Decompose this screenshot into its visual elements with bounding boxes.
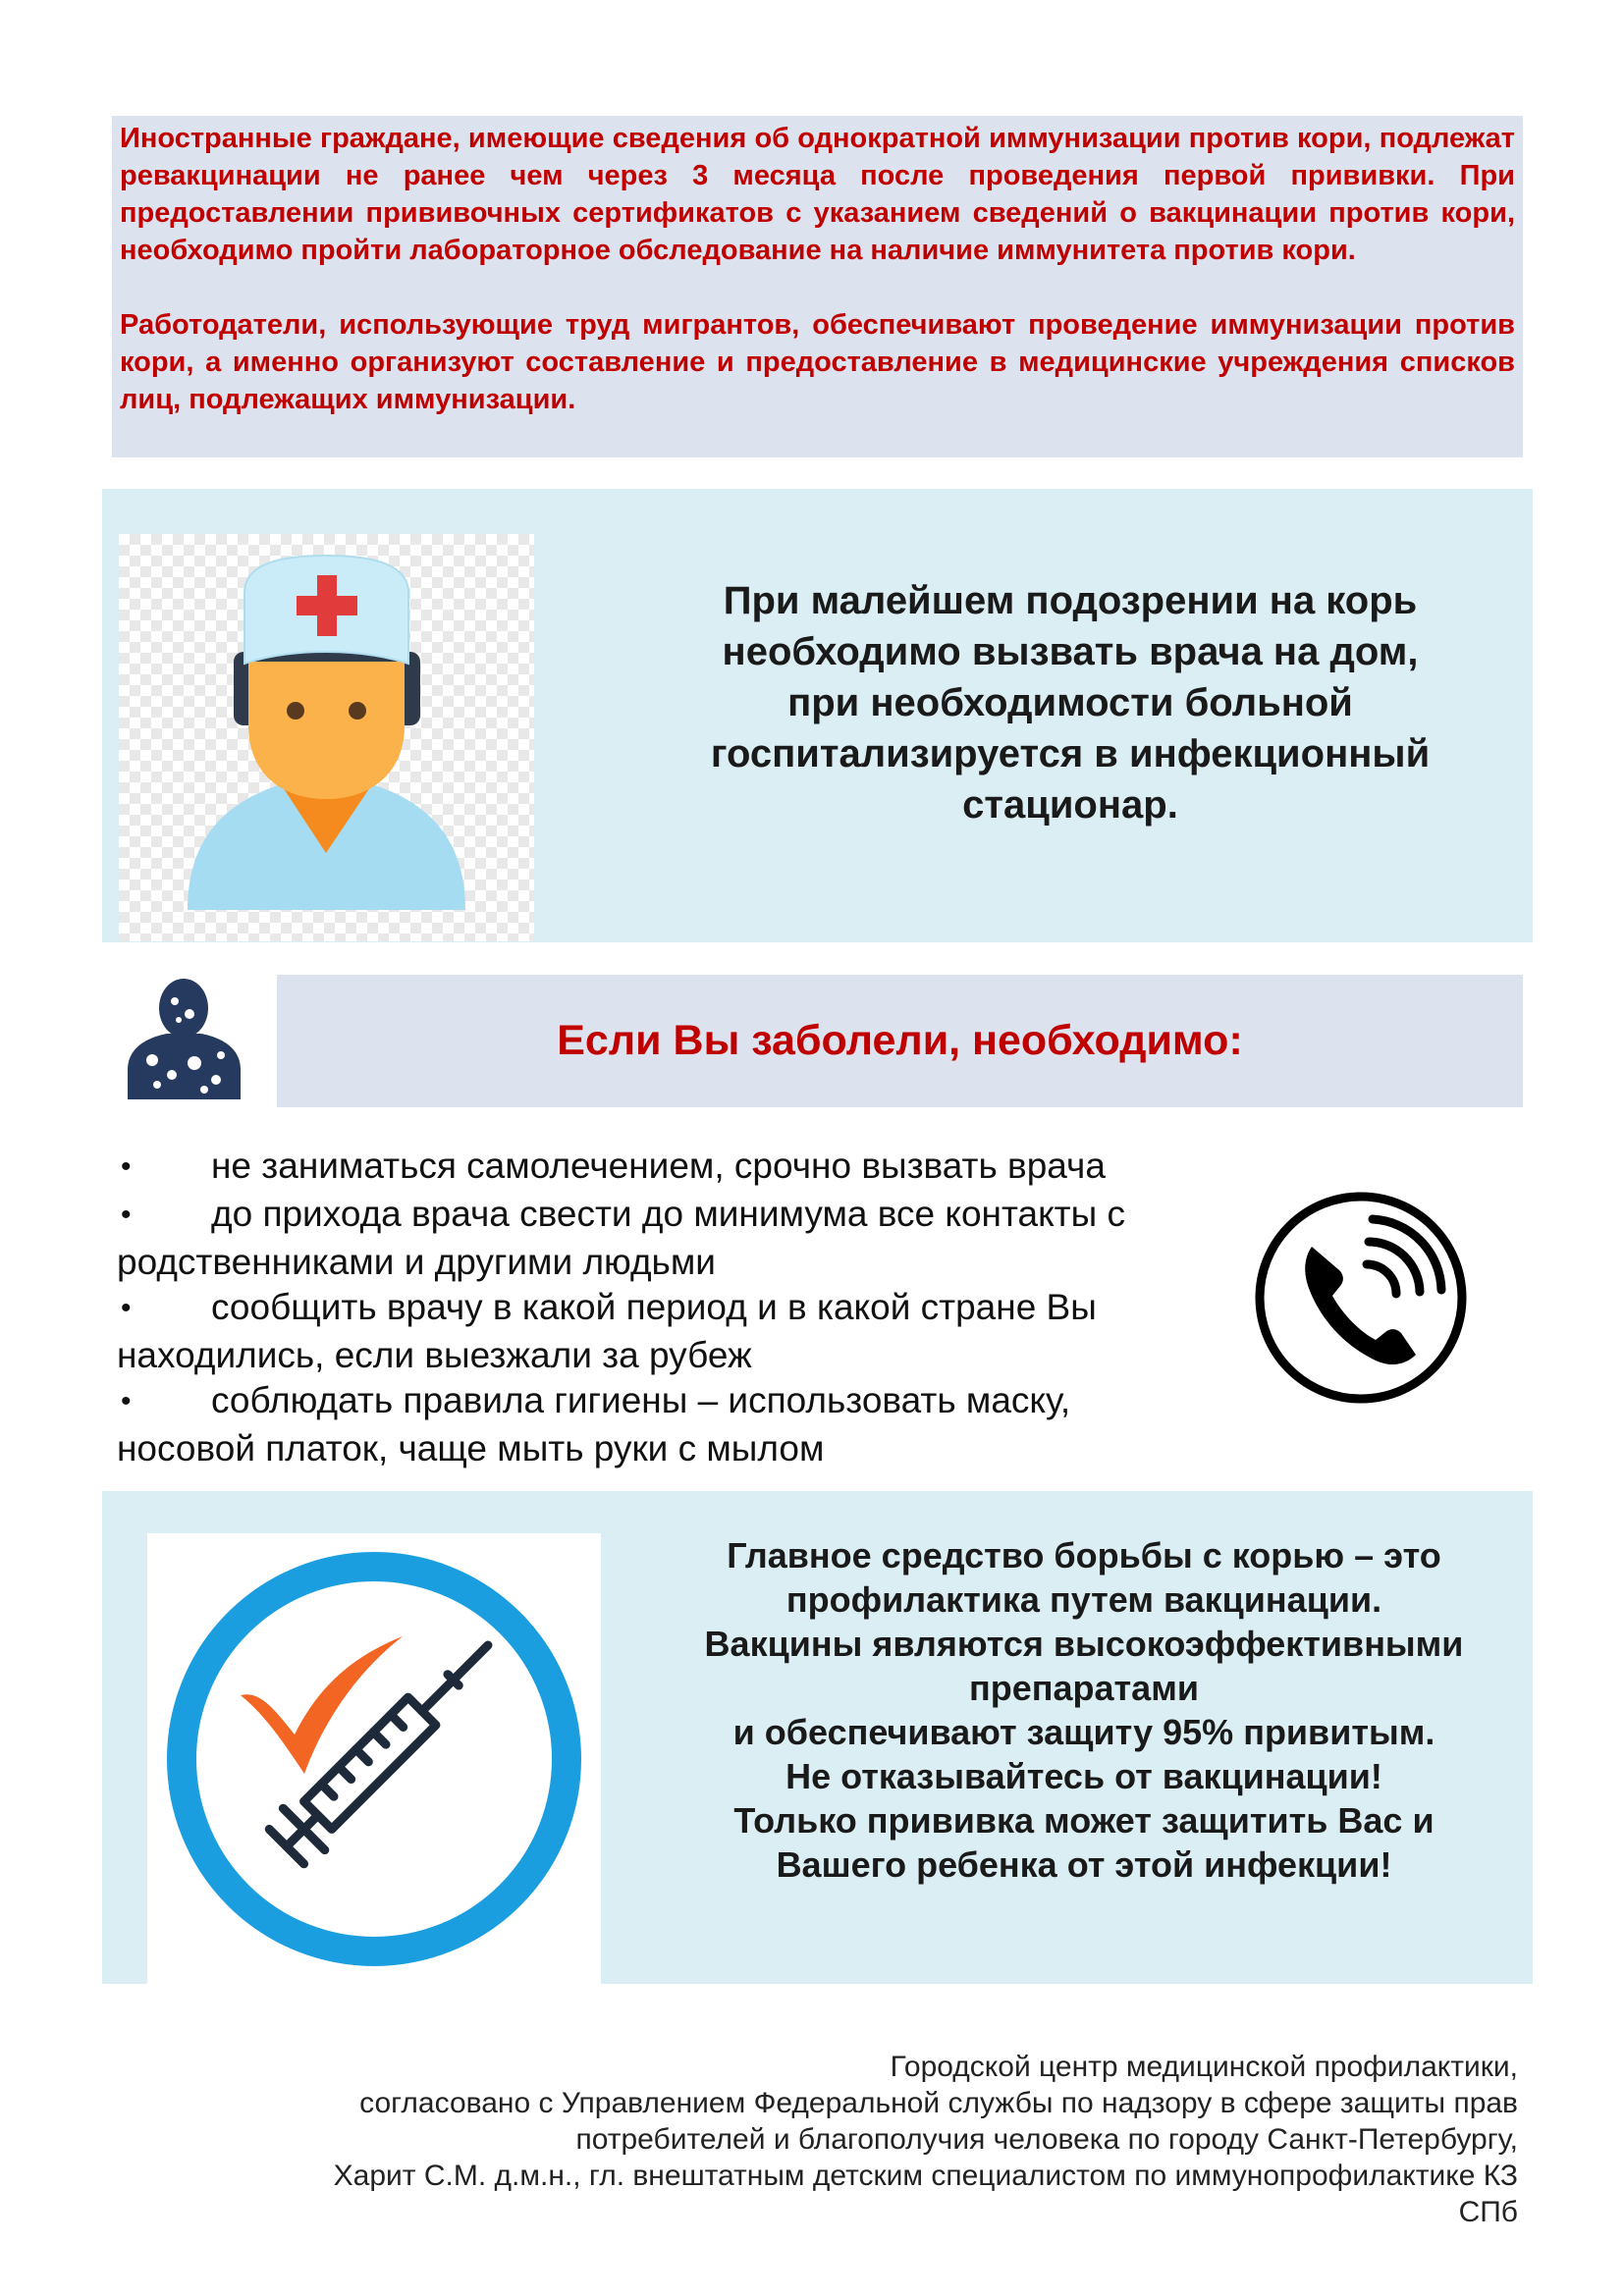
bullet-icon [117,1378,211,1426]
doctor-illustration [119,534,534,941]
vaccine-message-line: профилактика путем вакцинации. [785,1579,1382,1620]
vaccine-panel-message [642,1533,1526,1887]
footer-line: согласовано с Управлением Федеральной службы по надзору в сфере защиты прав [359,2087,1518,2119]
doctor-panel-message [628,575,1512,830]
list-item: •соблюдать правила гигиены – использовать маску, носовой платок, чаще мыть руки с мылом [117,1378,1217,1471]
syringe-icon [147,1533,601,1984]
bullet-icon [117,1285,211,1333]
vaccine-message-line: Вашего ребенка от этой инфекции! [776,1844,1392,1885]
list-item: •до прихода врача свести до минимума все контакты с родственниками и другими людьми [117,1192,1217,1285]
vaccine-message-line: препаратами [969,1668,1199,1708]
notice-box [112,116,1523,457]
instructions-list [117,1144,1217,1471]
sick-header-title: Если Вы заболели, необходимо: [557,1017,1243,1064]
doctor-message-line: при необходимости больной [787,681,1353,724]
vaccine-message-line: Только прививка может защитить Вас и [733,1800,1435,1841]
sick-header-banner [277,975,1523,1107]
phone-icon [1251,1188,1472,1409]
sick-person-icon [128,977,241,1099]
bullet-icon [117,1144,211,1192]
vaccine-message-line: и обеспечивают защиту 95% привитым. [732,1712,1435,1752]
footer-line: СПб [1458,2196,1518,2228]
vaccine-message-line: Главное средство борьбы с корью – это [727,1535,1441,1575]
doctor-icon [119,534,534,941]
doctor-message-line: При малейшем подозрении на корь [723,579,1418,622]
list-item: •сообщить врачу в какой период и в какой стране Вы находились, если выезжали за рубеж [117,1285,1217,1378]
footer-line: Городской центр медицинской профилактики, [890,2051,1518,2083]
vaccine-message-line: Вакцины являются высокоэффективными [704,1624,1464,1664]
doctor-message-line: госпитализируется в инфекционный [710,732,1431,775]
vaccine-illustration [147,1533,601,1984]
doctor-message-line: стационар. [962,783,1178,827]
bullet-icon [117,1192,211,1240]
vaccine-message-line: Не отказывайтесь от вакцинации! [785,1756,1382,1796]
footer-line: потребителей и благополучия человека по городу Санкт-Петербургу, [575,2123,1518,2156]
list-item: •не заниматься самолечением, срочно вызвать врача [117,1144,1217,1192]
notice-paragraph-foreigners: Иностранные граждане, имеющие сведения об однократной иммунизации против кори, подлежат ревакцинации не ранее чем через 3 месяца после проведения первой прививки. При предоставлении прививочных сертификатов с указанием сведений о вакцинации против кори, необходимо пройти лабораторное обследование на наличие иммунитета против кори. [120,123,1515,266]
notice-paragraph-employers: Работодатели, использующие труд мигрантов, обеспечивают проведение иммунизации против кори, а именно организуют составление и предоставление в медицинские учреждения списков лиц, подлежащих иммунизации. [120,309,1515,415]
footer-credits [157,2049,1518,2230]
footer-line: Харит С.М. д.м.н., гл. внештатным детским специалистом по иммунопрофилактике КЗ [333,2160,1518,2192]
doctor-message-line: необходимо вызвать врача на дом, [722,630,1419,673]
